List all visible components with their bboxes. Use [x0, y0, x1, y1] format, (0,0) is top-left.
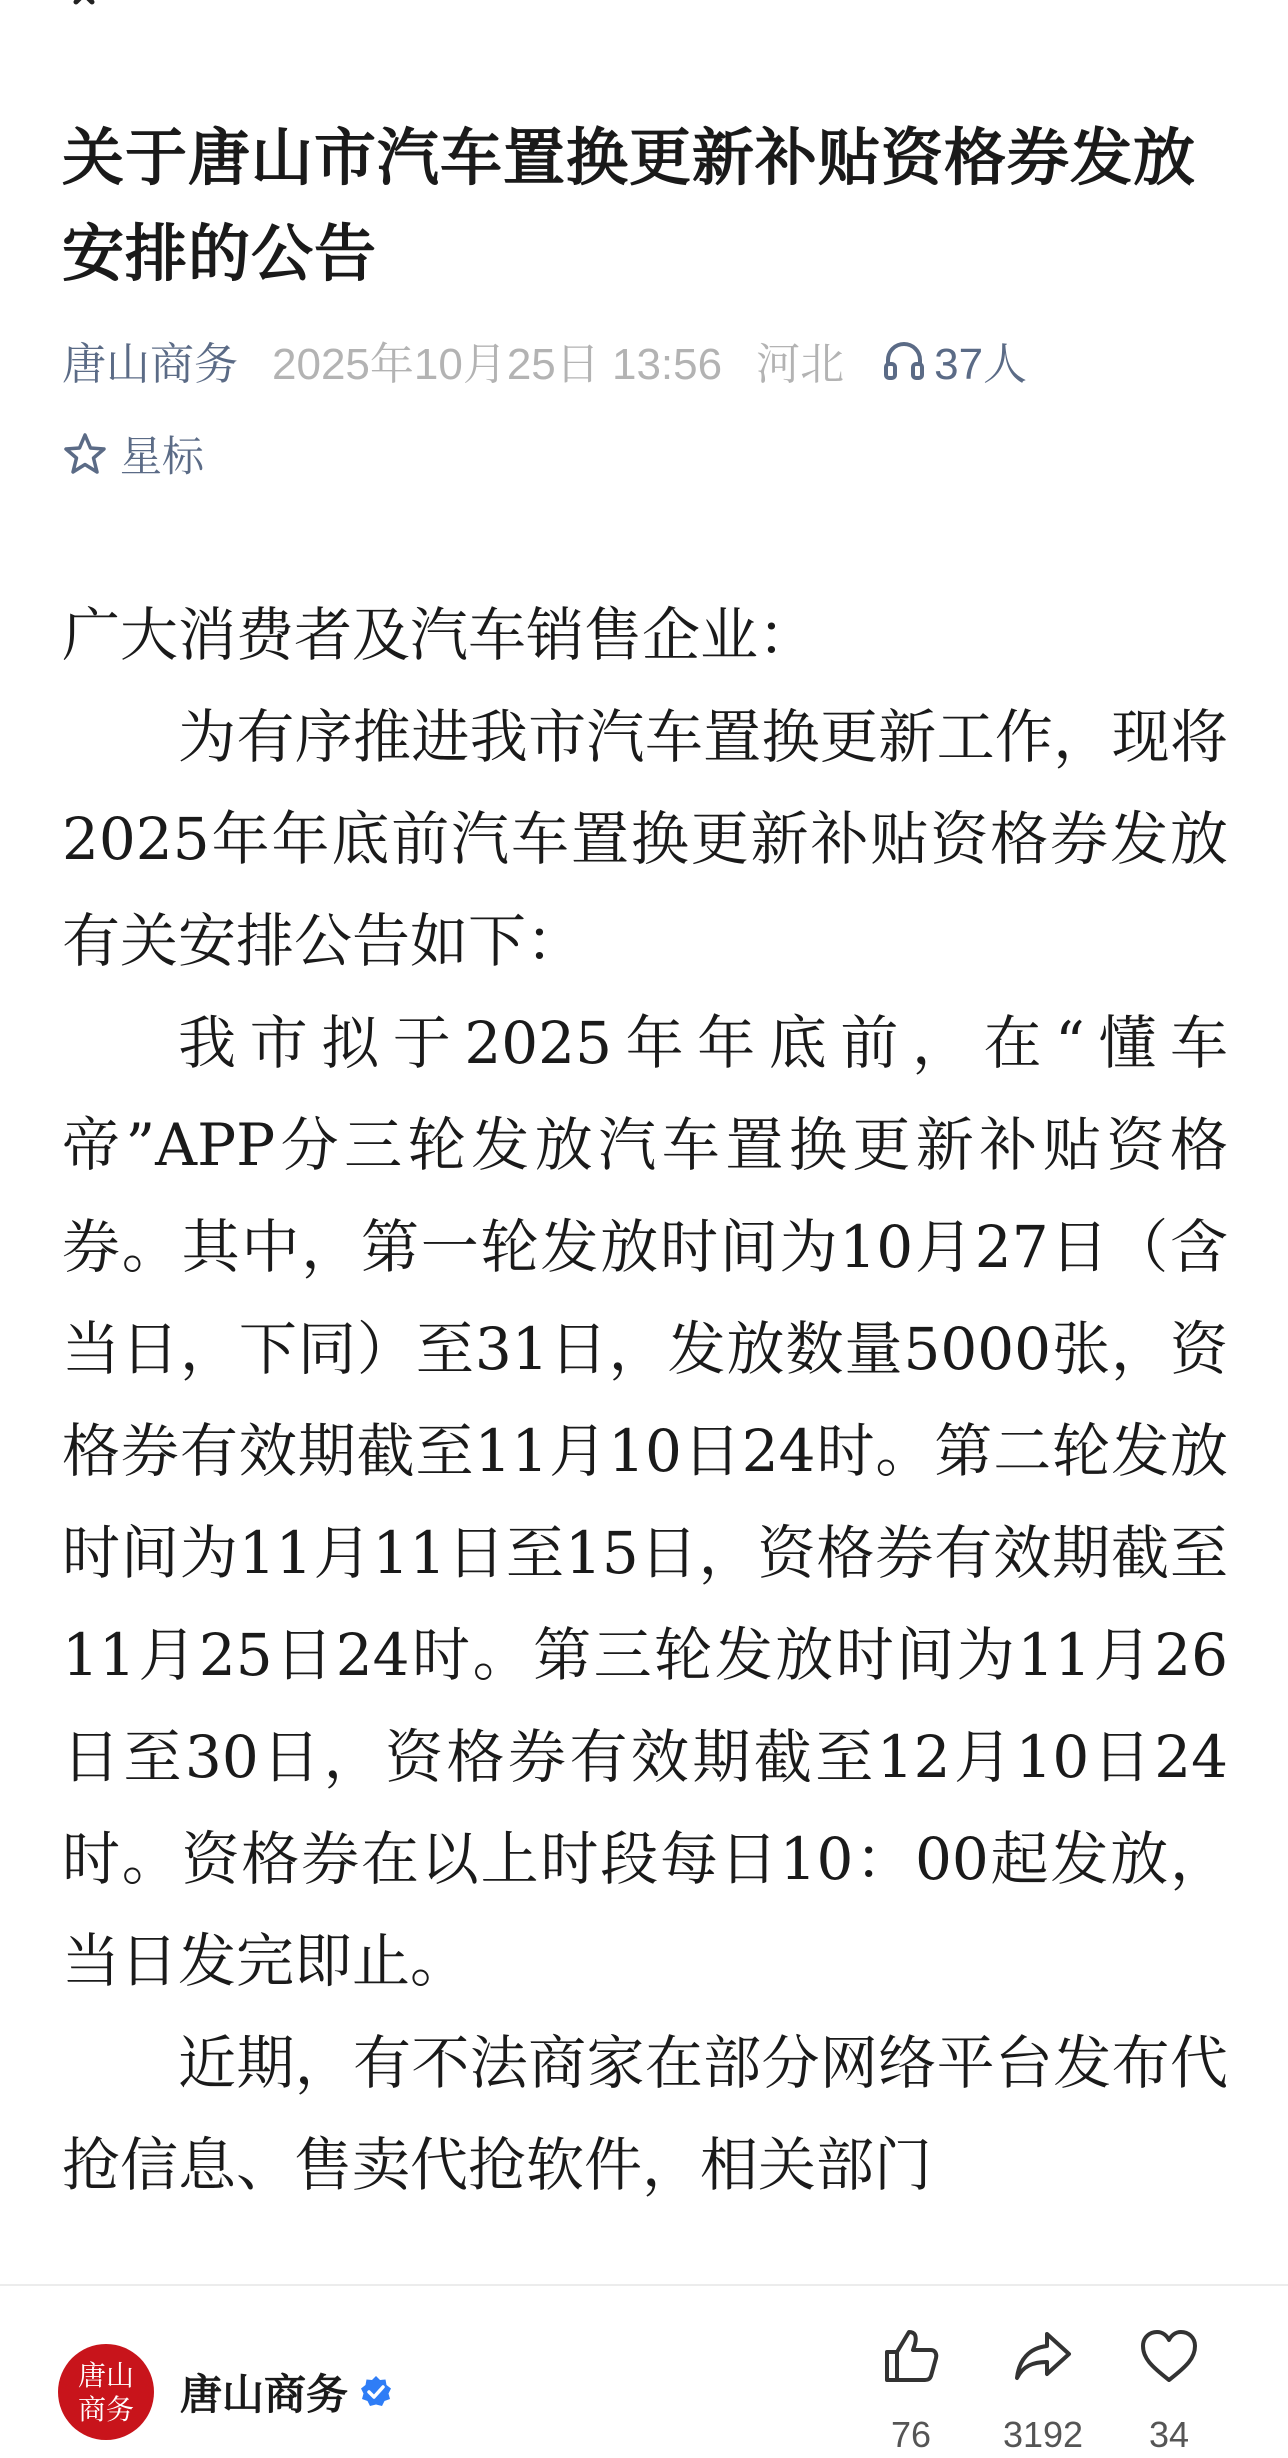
- like-button[interactable]: [846, 2316, 976, 2456]
- star-button[interactable]: [62, 424, 204, 484]
- listen-button[interactable]: [882, 328, 1027, 392]
- like-count: 76: [890, 2414, 932, 2455]
- star-outline-icon: [62, 431, 108, 477]
- avatar-text: 唐山商务: [77, 2359, 134, 2426]
- article-body: [62, 584, 1228, 2284]
- share-arrow-icon: [1011, 2324, 1075, 2388]
- thumbs-up-icon: [879, 2324, 943, 2388]
- share-count: 3192: [1002, 2414, 1084, 2455]
- article-region: 河北: [756, 340, 845, 389]
- headphones-icon: [882, 338, 926, 382]
- listener-count: 37人: [934, 340, 1028, 389]
- article-meta: [62, 330, 1027, 390]
- article-datetime: 2025年10月25日 13:56: [272, 340, 723, 389]
- heart-icon: [1137, 2324, 1201, 2388]
- greeting: 广大消费者及汽车销售企业：: [62, 601, 817, 669]
- close-button[interactable]: [62, 0, 106, 6]
- star-label: 星标: [120, 432, 205, 481]
- article-title: 关于唐山市汽车置换更新补贴资格券发放安排的公告: [62, 121, 1197, 290]
- favorite-count: 34: [1148, 2414, 1190, 2455]
- paragraph-3: 近期，有不法商家在部分网络平台发布代抢信息、售卖代抢软件，相关部门: [62, 2029, 1228, 2199]
- article-source-link[interactable]: 唐山商务: [62, 340, 238, 389]
- author-name: 唐山商务: [180, 2370, 349, 2419]
- author-avatar[interactable]: [58, 2344, 154, 2440]
- paragraph-1: 为有序推进我市汽车置换更新工作，现将2025年年底前汽车置换更新补贴资格券发放有关安排公告如下：: [62, 703, 1228, 975]
- paragraph-2: 我市拟于2025年年底前，在“懂车帝”APP分三轮发放汽车置换更新补贴资格券。其中，第一轮发放时间为10月27日（含当日，下同）至31日，发放数量5000张，资格券有效期截至11月10日24时。第二轮发放时间为11月11日至15日，资格券有效期截至11月25日24时。第三轮发放时间为11月26日至30日，资格券有效期截至12月10日24时。资格券在以上时段每日10：00起发放，当日发完即止。: [62, 1009, 1228, 1995]
- verified-badge-icon: [358, 2374, 394, 2410]
- author-name-group[interactable]: [180, 2362, 394, 2422]
- share-button[interactable]: [978, 2316, 1108, 2456]
- bottom-action-bar: [0, 2284, 1288, 2458]
- favorite-button[interactable]: [1104, 2316, 1234, 2456]
- close-icon: [62, 0, 106, 6]
